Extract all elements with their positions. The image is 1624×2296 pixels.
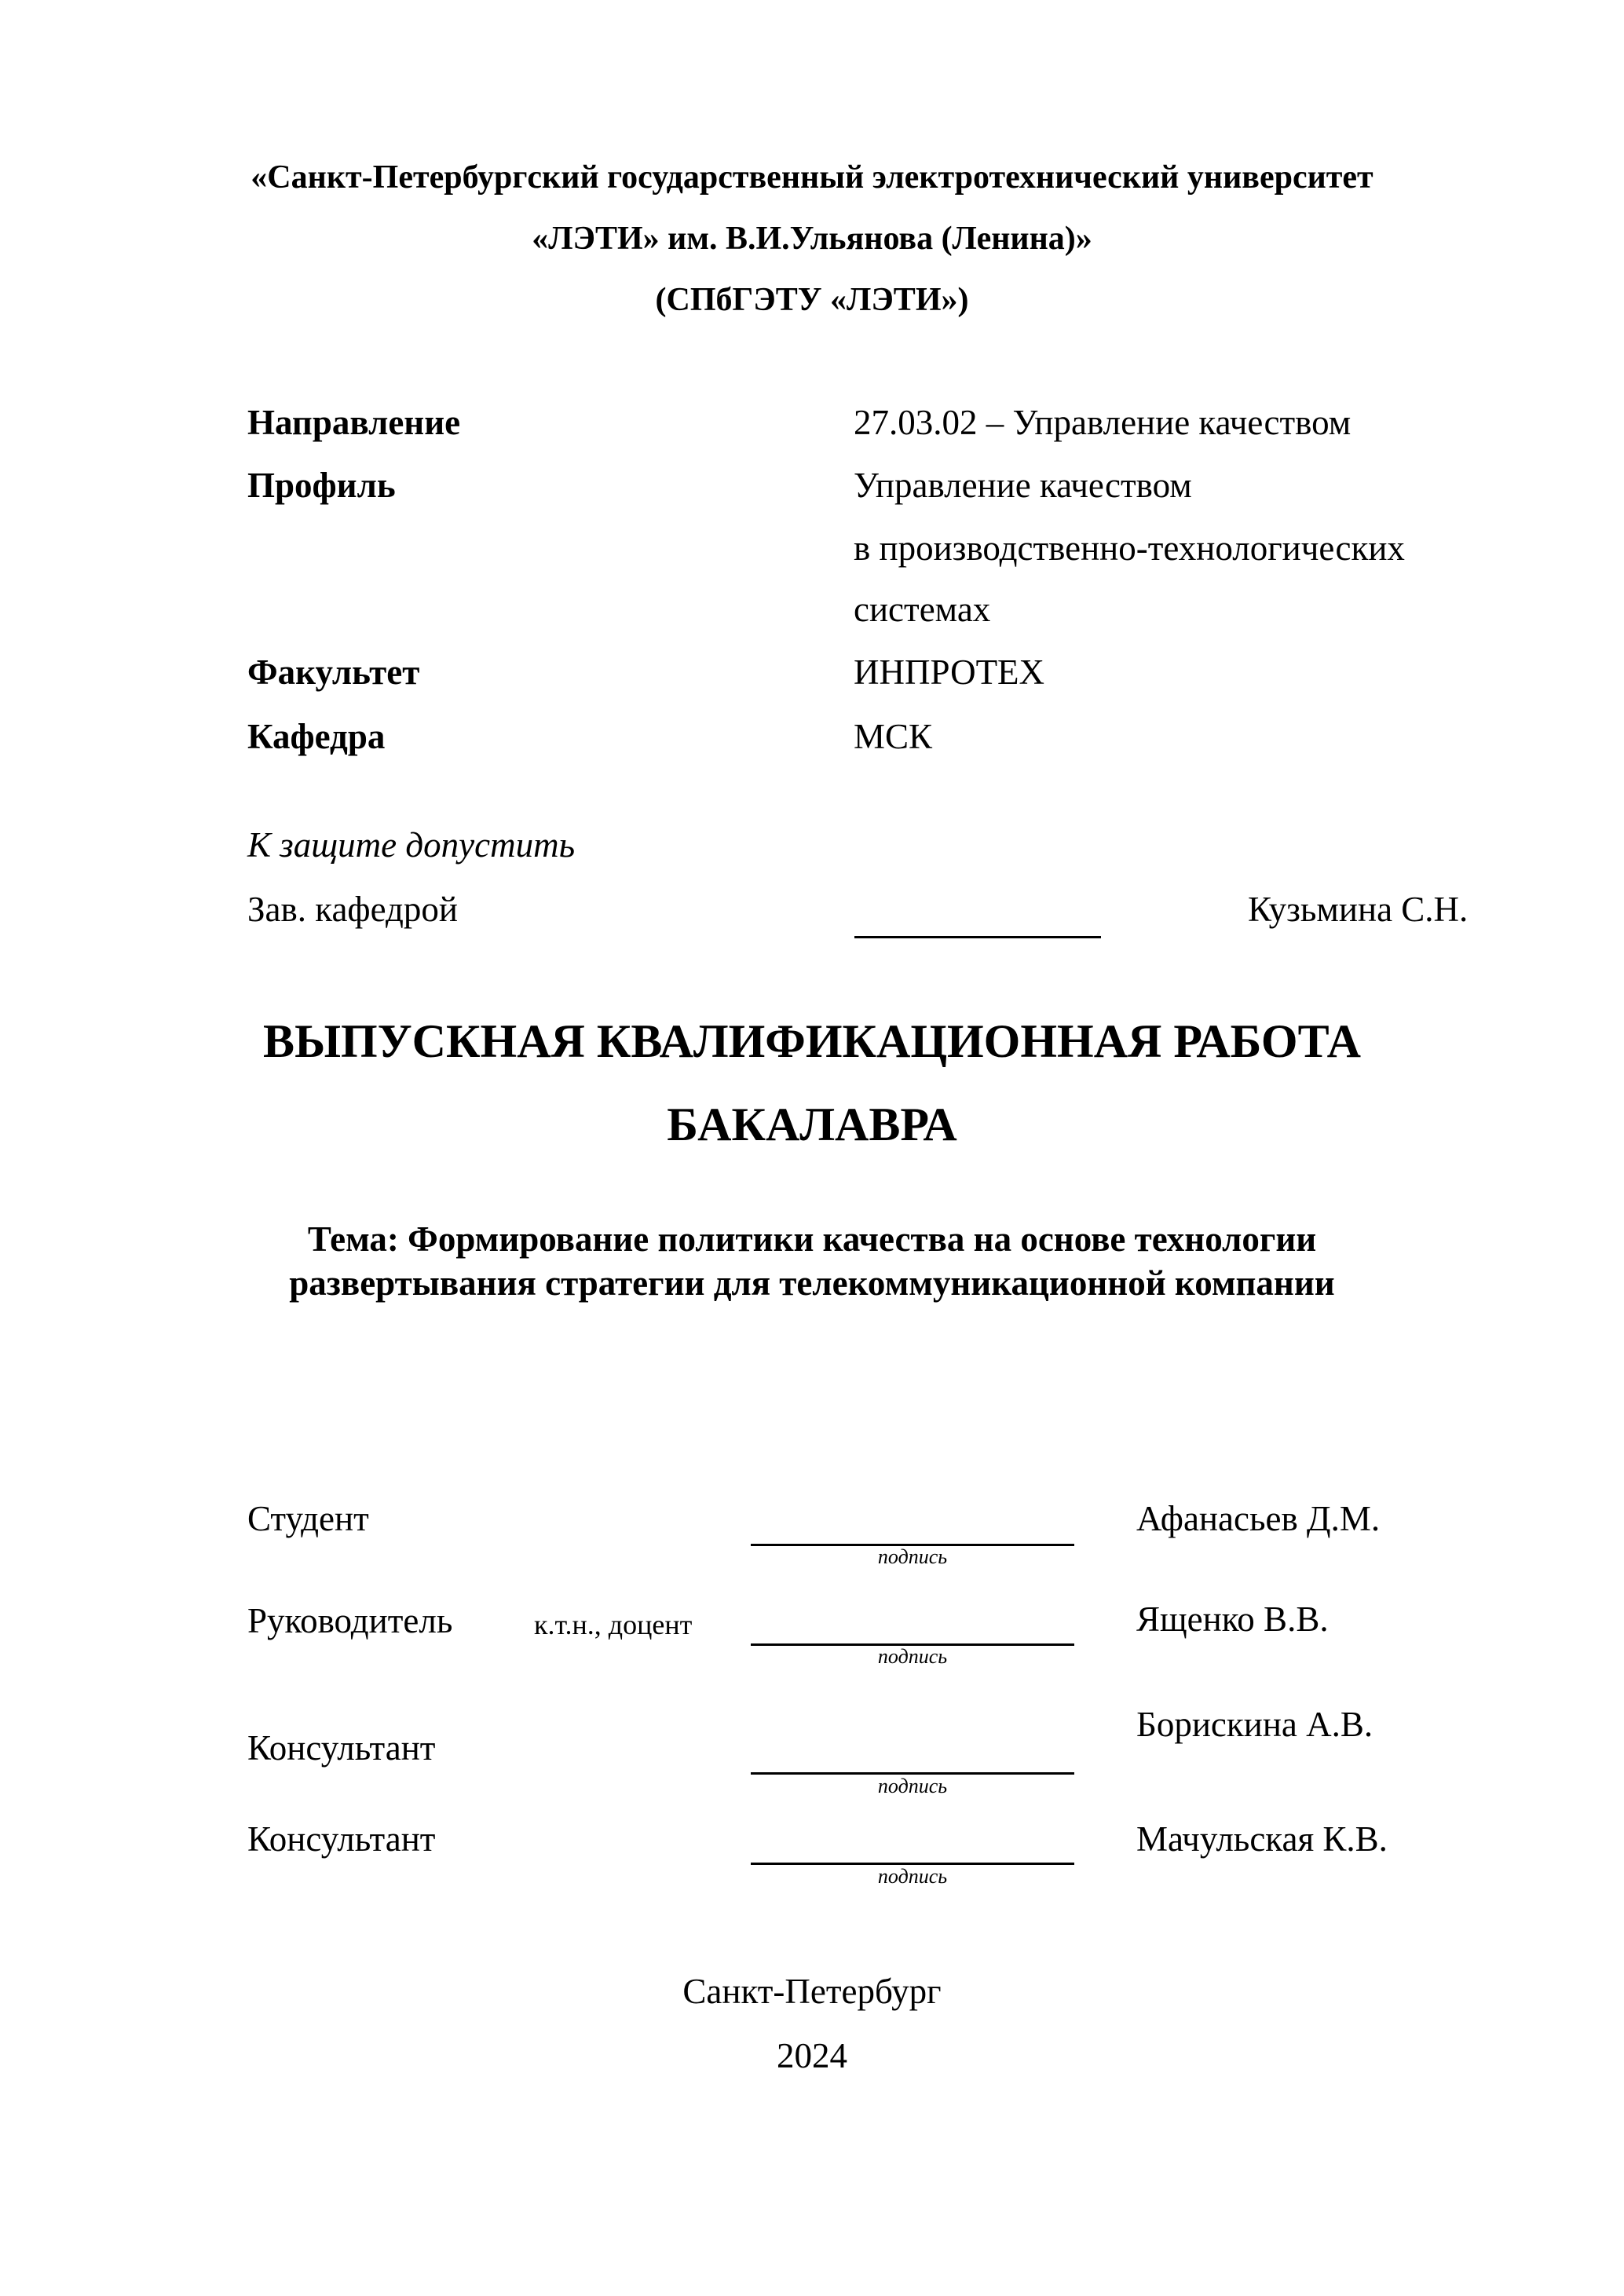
- profile-value-line1: Управление качеством: [854, 466, 1192, 505]
- direction-label: Направление: [247, 403, 461, 442]
- head-of-department-name: Кузьмина С.Н.: [1248, 890, 1469, 929]
- head-of-department-label: Зав. кафедрой: [247, 890, 458, 929]
- university-abbreviation: (СПбГЭТУ «ЛЭТИ»): [655, 282, 969, 318]
- admission-note: К защите допустить: [247, 825, 576, 865]
- consultant1-signature-caption: подпись: [877, 1775, 948, 1797]
- university-name-line1: «Санкт-Петербургский государственный электротехнический университет: [251, 159, 1373, 196]
- head-signature-line: [854, 936, 1101, 938]
- profile-label: Профиль: [247, 466, 396, 505]
- student-name: Афанасьев Д.М.: [1136, 1499, 1381, 1538]
- city: Санкт-Петербург: [682, 1972, 942, 2011]
- consultant2-label: Консультант: [247, 1819, 436, 1859]
- student-signature-caption: подпись: [877, 1545, 948, 1568]
- profile-value-line2: в производственно-технологических: [854, 528, 1405, 568]
- consultant1-label: Консультант: [247, 1728, 436, 1768]
- thesis-topic-line2: развертывания стратегии для телекоммуникационной компании: [289, 1263, 1335, 1303]
- student-label: Студент: [247, 1499, 369, 1538]
- year: 2024: [777, 2036, 847, 2075]
- thesis-topic-line1: Тема: Формирование политики качества на основе технологии: [307, 1219, 1317, 1259]
- supervisor-name: Ященко В.В.: [1136, 1600, 1329, 1639]
- consultant2-signature-caption: подпись: [877, 1865, 948, 1888]
- department-label: Кафедра: [247, 717, 386, 756]
- department-value: МСК: [854, 717, 933, 756]
- supervisor-degree: к.т.н., доцент: [534, 1609, 693, 1640]
- supervisor-label: Руководитель: [247, 1601, 453, 1640]
- thesis-title-line2: БАКАЛАВРА: [667, 1099, 957, 1150]
- supervisor-signature-caption: подпись: [877, 1645, 948, 1668]
- profile-value-line3: системах: [854, 590, 991, 629]
- direction-value: 27.03.02 – Управление качеством: [854, 403, 1352, 442]
- consultant1-name: Борискина А.В.: [1136, 1705, 1373, 1744]
- faculty-label: Факультет: [247, 653, 420, 692]
- thesis-title-line1: ВЫПУСКНАЯ КВАЛИФИКАЦИОННАЯ РАБОТА: [263, 1015, 1361, 1067]
- faculty-value: ИНПРОТЕХ: [854, 653, 1045, 692]
- university-name-line2: «ЛЭТИ» им. В.И.Ульянова (Ленина)»: [532, 221, 1092, 257]
- consultant2-name: Мачульская К.В.: [1136, 1819, 1388, 1859]
